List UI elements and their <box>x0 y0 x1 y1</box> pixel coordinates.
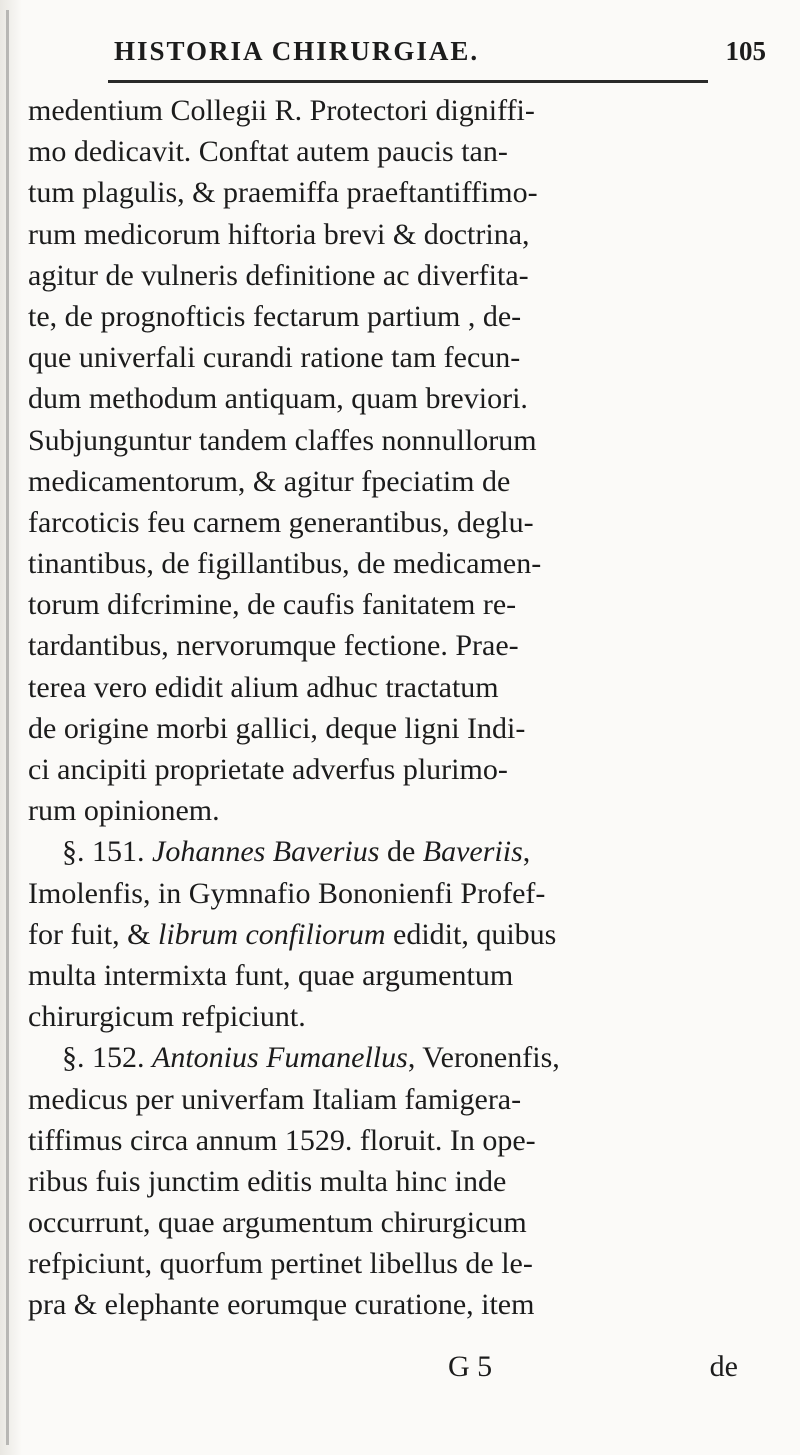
text-line: de origine morbi gallici, deque ligni Indi- <box>28 711 526 745</box>
text-line: te, de prognofticis fectarum partium , de- <box>28 299 522 333</box>
text-line: medentium Collegii R. Protectori digniffi- <box>28 94 535 127</box>
text-line: mo dedicavit. Conftat autem paucis tan- <box>28 135 508 169</box>
section-mark: §. 151. <box>62 835 152 869</box>
signature-mark: G 5 <box>448 1350 493 1383</box>
running-title: HISTORIA CHIRURGIAE. <box>114 36 480 66</box>
text-line: dum methodum antiquam, quam breviori. <box>28 382 528 416</box>
text-line: Subjunguntur tandem claffes nonnullorum <box>28 423 537 457</box>
text-line: tiffimus circa annum 1529. floruit. In ope- <box>28 1123 536 1157</box>
text-line: multa intermixta funt, quae argumentum <box>28 958 514 992</box>
catchword: de <box>709 1350 738 1383</box>
text-line: que univerfali curandi ratione tam fecun- <box>28 341 521 375</box>
text-line <box>28 914 788 955</box>
text-line: tinantibus, de figillantibus, de medicamen- <box>28 547 542 581</box>
paragraph-152-heading <box>28 1037 788 1078</box>
text-line: occurrunt, quae argumentum chirurgicum <box>28 1206 527 1240</box>
page-footer <box>28 1346 788 1387</box>
page-header <box>100 36 790 76</box>
text-line: rum opinionem. <box>28 794 220 828</box>
text-line: agitur de vulneris definitione ac diverfita- <box>28 258 529 292</box>
author-name: Johannes Baverius <box>152 835 380 869</box>
text-span: for fuit, & <box>28 917 158 951</box>
book-title: librum confiliorum <box>157 917 386 951</box>
page-number: 105 <box>725 36 766 66</box>
author-name-suffix: Baveriis <box>422 835 523 869</box>
text-line: ribus fuis junctim editis multa hinc inde <box>28 1164 507 1198</box>
text-line: rum medicorum hiftoria brevi & doctrina, <box>28 217 530 251</box>
text-line: medicus per univerfam Italiam famigera- <box>28 1082 522 1116</box>
text-line: medicamentorum, & agitur fpeciatim de <box>28 464 511 498</box>
text-line: Imolenfis, in Gymnafio Bononienfi Profef- <box>28 876 546 910</box>
text-line: terea vero edidit alium adhuc tractatum <box>28 670 499 704</box>
author-name: Antonius Fumanellus <box>152 1041 408 1075</box>
text-line: ci ancipiti proprietate adverfus plurimo- <box>28 753 508 786</box>
text-line: torum difcrimine, de caufis fanitatem re- <box>28 588 517 622</box>
text-span: edidit, quibus <box>385 917 557 951</box>
text-line: tum plagulis, & praemiffa praeftantiffimo- <box>28 176 538 210</box>
section-mark: §. 152. <box>62 1041 152 1075</box>
text-span: , Veronenfis, <box>407 1041 560 1075</box>
text-line: refpiciunt, quorfum pertinet libellus de le- <box>28 1247 533 1281</box>
header-rule <box>108 80 708 83</box>
text-line: farcoticis feu carnem generantibus, deglu- <box>28 505 534 539</box>
text-line: tardantibus, nervorumque fectione. Prae- <box>28 629 519 663</box>
text-line: pra & elephante eorumque curatione, item <box>28 1288 535 1322</box>
text-span: , <box>522 835 531 869</box>
text-span: de <box>379 835 423 869</box>
text-line: chirurgicum refpiciunt. <box>28 1000 306 1034</box>
body-text <box>28 90 788 1383</box>
gutter-shadow-line <box>6 10 9 1445</box>
page-gutter <box>0 0 22 1455</box>
paragraph-151-heading <box>28 831 788 872</box>
